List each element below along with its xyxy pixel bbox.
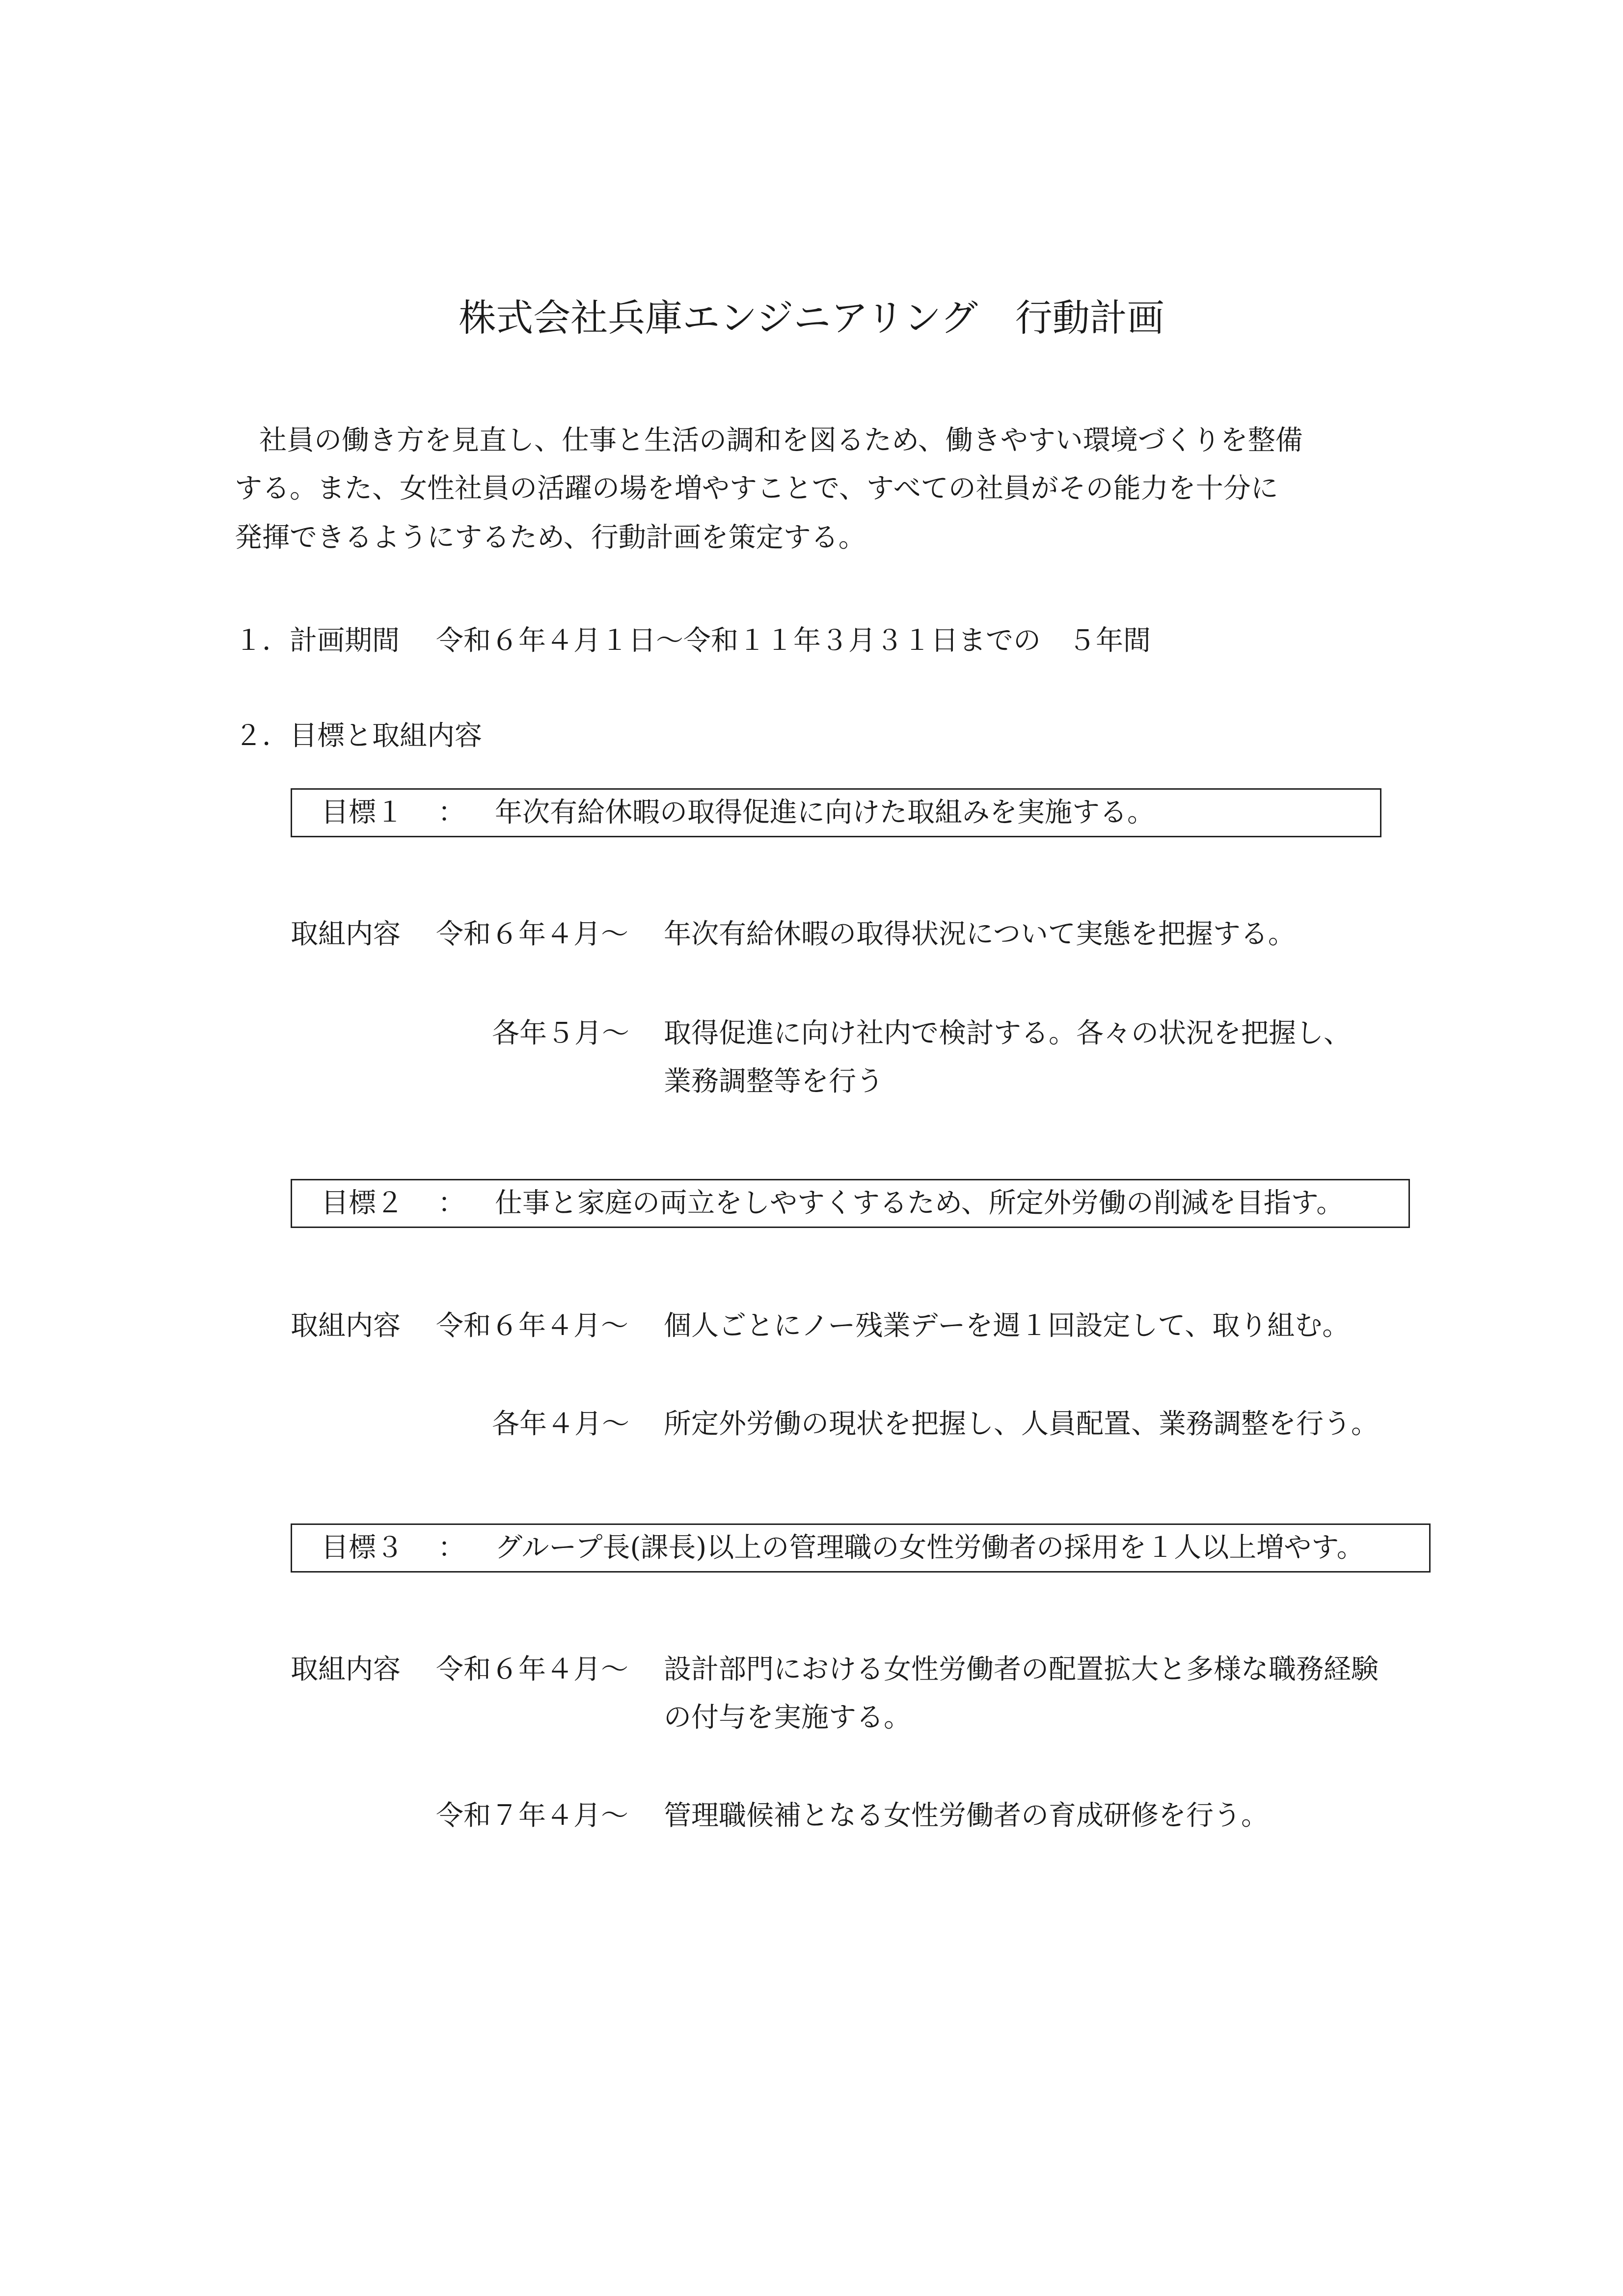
- goal-3-actions-label: 取組内容: [291, 1654, 401, 1685]
- goal-1-action-2-text-1: 取得促進に向け社内で検討する。各々の状況を把握し、: [664, 1017, 1351, 1049]
- goal-2-action-1-text: 個人ごとにノー残業デーを週１回設定して、取り組む。: [664, 1310, 1350, 1342]
- goal-3-action-2-text: 管理職候補となる女性労働者の育成研修を行う。: [664, 1800, 1269, 1832]
- section2-label: ２．目標と取組内容: [235, 720, 482, 752]
- page-title: 株式会社兵庫エンジニアリング 行動計画: [459, 296, 1164, 340]
- goal-2-actions-label: 取組内容: [291, 1310, 401, 1342]
- section1-label: １．計画期間: [235, 625, 400, 657]
- intro-line-1: 社員の働き方を見直し、仕事と生活の調和を図るため、働きやすい環境づくりを整備: [259, 425, 1303, 456]
- goal-3-action-1-text-2: の付与を実施する。: [664, 1702, 911, 1734]
- goal-2-action-2-when: 各年４月〜: [492, 1408, 629, 1440]
- goal-1-action-1-text: 年次有給休暇の取得状況について実態を把握する。: [664, 918, 1296, 950]
- goal-3-action-1-when: 令和６年４月〜: [436, 1654, 628, 1685]
- goal-2-colon: ：: [438, 1187, 465, 1219]
- intro-line-3: 発揮できるようにするため、行動計画を策定する。: [235, 522, 866, 554]
- goal-3-action-1-text-1: 設計部門における女性労働者の配置拡大と多様な職務経験: [664, 1654, 1379, 1685]
- goal-1-actions-label: 取組内容: [291, 918, 401, 950]
- goal-1-action-2-text-2: 業務調整等を行う: [664, 1066, 884, 1097]
- goal-2-action-1-when: 令和６年４月〜: [436, 1310, 628, 1342]
- intro-line-2: する。また、女性社員の活躍の場を増やすことで、すべての社員がその能力を十分に: [235, 473, 1278, 505]
- goal-1-action-2-when: 各年５月〜: [492, 1017, 629, 1049]
- section1-value: 令和６年４月１日〜令和１１年３月３１日までの ５年間: [436, 625, 1151, 657]
- goal-2-action-2-text: 所定外労働の現状を把握し、人員配置、業務調整を行う。: [664, 1408, 1379, 1440]
- goal-1-action-1-when: 令和６年４月〜: [436, 918, 628, 950]
- goal-1-text: 年次有給休暇の取得促進に向けた取組みを実施する。: [495, 797, 1155, 828]
- goal-2-text: 仕事と家庭の両立をしやすくするため、所定外労働の削減を目指す。: [495, 1187, 1344, 1219]
- goal-3-colon: ：: [438, 1532, 465, 1564]
- goal-3-label: 目標３: [321, 1532, 404, 1564]
- goal-1-label: 目標１: [321, 797, 404, 828]
- goal-3-text: グループ長(課長)以上の管理職の女性労働者の採用を１人以上増やす。: [495, 1532, 1364, 1564]
- goal-2-label: 目標２: [321, 1187, 404, 1219]
- goal-3-action-2-when: 令和７年４月〜: [436, 1800, 628, 1832]
- goal-1-colon: ：: [438, 797, 465, 828]
